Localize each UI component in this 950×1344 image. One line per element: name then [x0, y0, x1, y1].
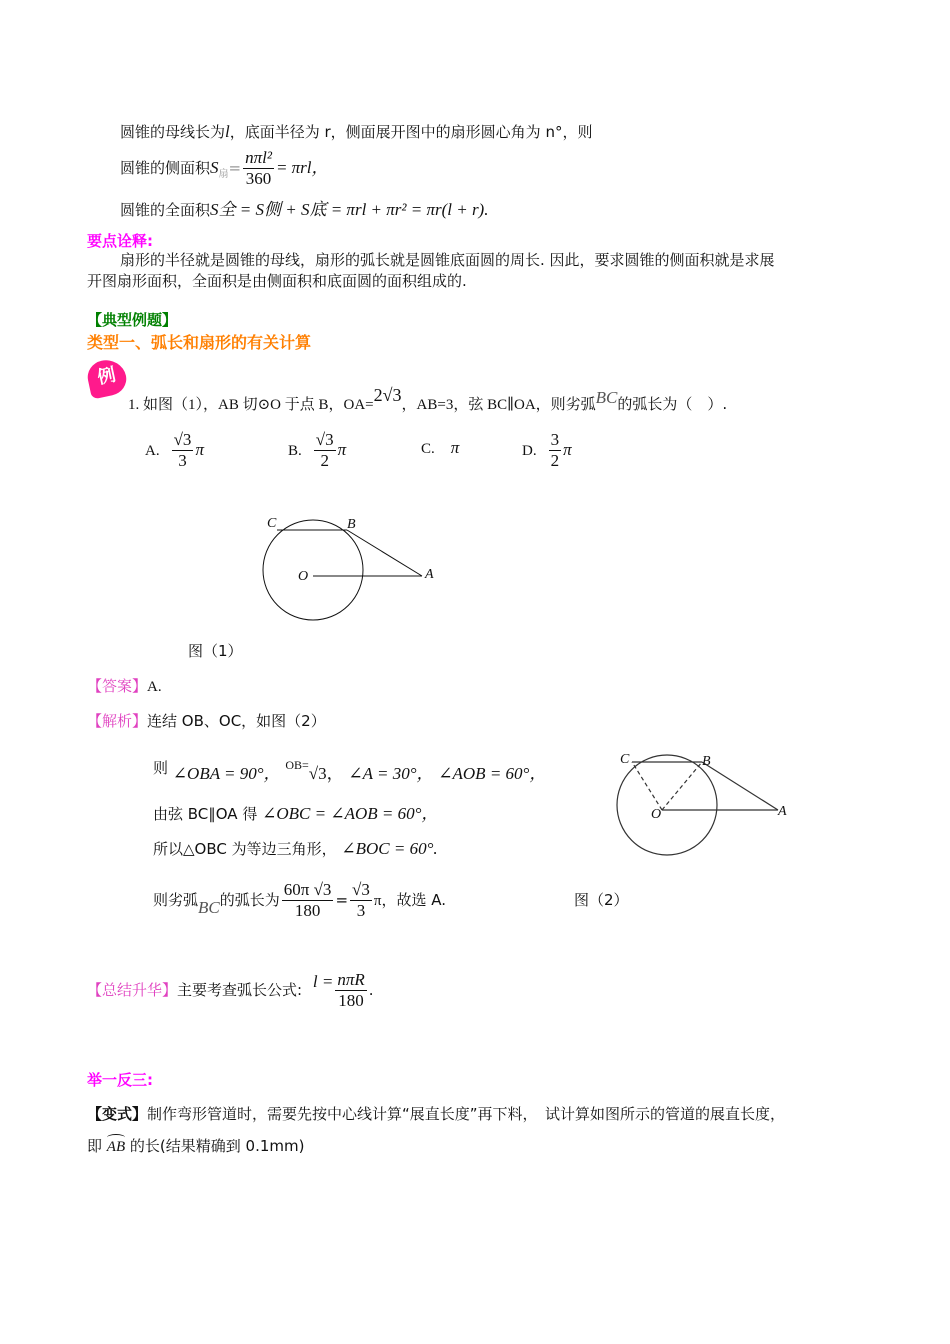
text: 的弧长为 [219, 891, 280, 909]
arc-bc: BC [595, 388, 618, 407]
text: 连结 OB、OC，如图（2） [147, 712, 326, 730]
analysis-tag: 【解析】 [87, 712, 148, 730]
label-b: B [347, 517, 356, 532]
analysis-line-1 [87, 711, 326, 731]
label-c: C [620, 752, 630, 767]
text: 由弦 BC∥OA 得 [153, 805, 258, 823]
math: √3， [308, 764, 344, 783]
circle-o [263, 520, 363, 620]
figure-1-caption: 图（1） [188, 642, 243, 660]
answer-line [87, 676, 162, 697]
text: . [368, 981, 374, 999]
option-label: A. [145, 443, 160, 459]
figure-1 [263, 520, 422, 620]
text: 制作弯形管道时，需要先按中心线计算“展直长度”再下料， 试计算如图所示的管道的展直长度， [147, 1105, 786, 1123]
numerator: √3 [315, 430, 334, 449]
arc-bc: BC [198, 898, 220, 917]
denominator: 360 [245, 169, 272, 188]
practice-heading: 举一反三: [87, 1071, 153, 1089]
denominator: 180 [294, 901, 321, 920]
figure-2-caption: 图（2） [574, 891, 629, 909]
summary-line [87, 960, 374, 1012]
example-badge: 例 [85, 356, 130, 399]
fraction [282, 880, 334, 921]
key-points-text-1: 扇形的半径就是圆锥的母线，扇形的弧长就是圆锥底面圆的周长. 因此，要求圆锥的侧面积就是求展 [120, 251, 775, 269]
practice-line-1 [87, 1104, 785, 1124]
label-o: O [298, 569, 309, 584]
pi: π [195, 440, 204, 459]
label-o: O [651, 807, 662, 822]
label-a: A [425, 567, 434, 582]
text: 则 [153, 759, 169, 777]
denominator: 180 [338, 991, 364, 1010]
text: ，AB=3，弦 BC∥OA，则劣弧 [401, 397, 596, 413]
denominator: 3 [356, 901, 366, 920]
analysis-line-3 [153, 804, 438, 824]
fraction [335, 970, 366, 1011]
key-points-text-2: 开图扇形面积，全面积是由侧面积和底面圆的面积组成的. [87, 272, 467, 290]
math-S: S [210, 158, 219, 177]
variant-tag: 【变式】 [87, 1105, 148, 1123]
practice-line-2 [87, 1136, 304, 1157]
denominator: 2 [550, 451, 560, 470]
answer-value: A. [147, 679, 162, 695]
section-typical: 【典型例题】 [87, 311, 178, 329]
label-a: A [778, 804, 787, 819]
math: ∠OBC = ∠AOB = 60°， [262, 804, 439, 823]
option-label: C. [421, 441, 435, 457]
text: ，故选 A. [381, 891, 446, 909]
math: ∠OBA = 90°， [172, 764, 281, 783]
text: 圆锥的母线长为 [120, 123, 226, 141]
denominator: 3 [178, 451, 187, 470]
text: 的长(结果精确到 0.1mm) [129, 1137, 305, 1155]
subscript: 扇 [218, 169, 229, 180]
section-type1: 类型一、弧长和扇形的有关计算 [87, 333, 312, 352]
oa-value: 2√3 [373, 385, 402, 405]
text: ，底面半径为 r，侧面展开图中的扇形圆心角为 n°，则 [229, 123, 593, 141]
formula: S全 = S侧 + S底 = πrl + πr² = πr(l + r). [210, 200, 489, 219]
text: 圆锥的侧面积 [120, 159, 211, 177]
text: 的弧长为（ ）. [617, 395, 728, 413]
text: 即 [87, 1137, 103, 1155]
math-l: l [225, 122, 230, 141]
math: ∠AOB = 60°， [438, 764, 547, 783]
fraction [350, 880, 372, 921]
math: ∠BOC = 60°. [341, 839, 438, 858]
dashed-oc [632, 762, 662, 810]
numerator: 60π √3 [283, 880, 332, 899]
label-c: C [267, 516, 277, 531]
numerator: √3 [173, 430, 192, 449]
option-label: B. [288, 443, 302, 459]
dashed-ob [662, 762, 702, 810]
math: ∠A = 30°， [348, 764, 434, 783]
pi: π [563, 440, 572, 459]
numerator: nπl² [245, 148, 272, 167]
pi: π [450, 438, 460, 457]
analysis-line-4 [153, 839, 438, 859]
option-label: D. [522, 443, 537, 459]
numerator: √3 [352, 880, 370, 899]
key-points-heading: 要点诠释: [87, 232, 153, 250]
math: l = [312, 972, 334, 991]
denominator: 2 [320, 451, 329, 470]
analysis-line-2 [153, 748, 546, 791]
pi: π [337, 440, 347, 459]
text: 所以△OBC 为等边三角形， [153, 840, 337, 858]
summary-tag: 【总结升华】 [87, 981, 178, 999]
text: OB= [285, 758, 309, 772]
text: 则劣弧 [153, 891, 199, 909]
text: 圆锥的全面积 [120, 201, 211, 219]
analysis-line-5 [153, 880, 446, 928]
text: 1. 如图（1），AB 切⊙O 于点 B，OA= [128, 397, 374, 413]
tangent-ab [347, 530, 422, 576]
eq: = [228, 159, 242, 177]
figure-2 [617, 755, 778, 855]
eq: = [335, 891, 349, 909]
numerator: nπR [337, 970, 365, 989]
pi: π [373, 893, 382, 909]
math-rhs: = πrl， [275, 158, 329, 177]
label-b: B [702, 754, 711, 769]
arc-ab: AB [106, 1139, 126, 1155]
numerator: 3 [550, 430, 560, 449]
text: 主要考查弧长公式: [177, 981, 303, 999]
answer-tag: 【答案】 [87, 677, 148, 695]
